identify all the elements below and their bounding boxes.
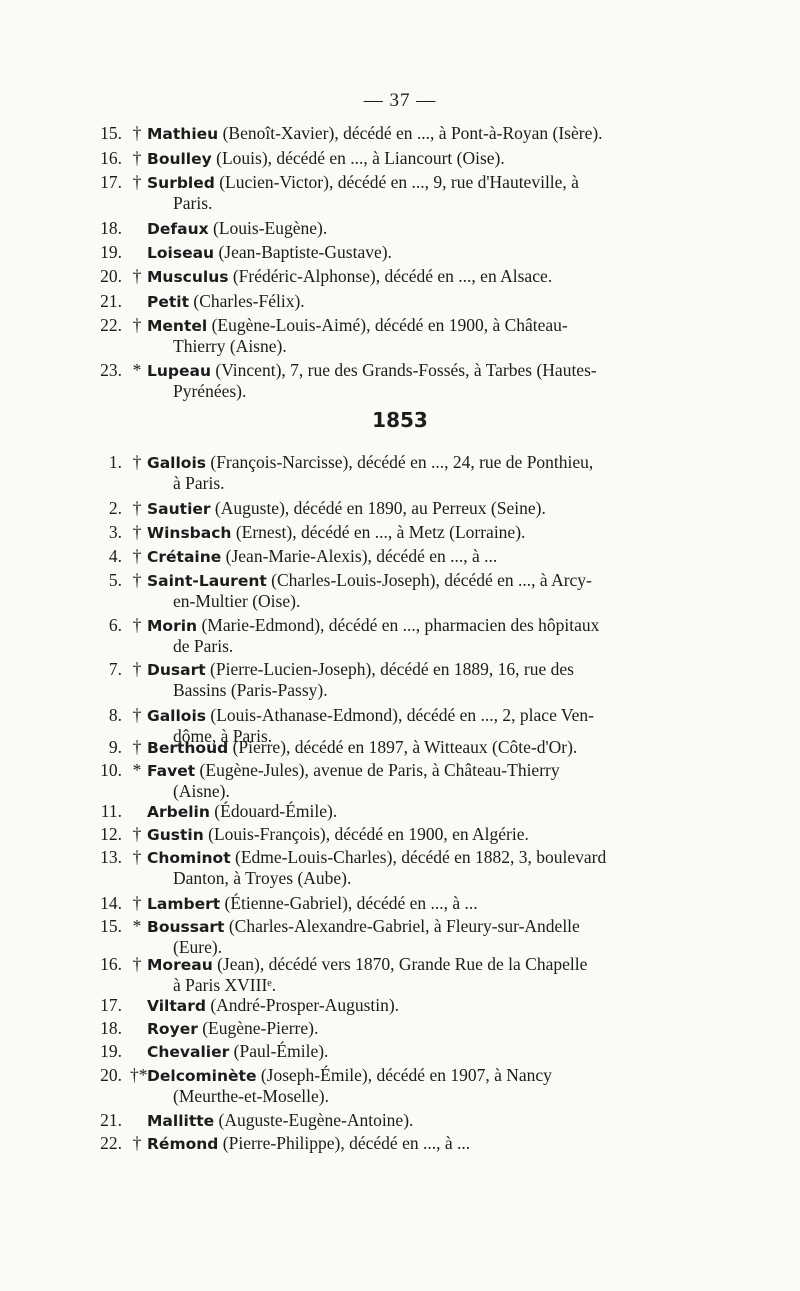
- entry-details: (André-Prosper-Augustin).: [205, 995, 400, 1015]
- entry-mark: †: [132, 705, 142, 725]
- entry-number: 4.: [108, 546, 122, 566]
- list-item: [100, 218, 670, 239]
- entry-details: (Charles-Louis-Joseph), décédé en ..., à Arcy-: [266, 570, 592, 590]
- entry-number: 12.: [100, 824, 122, 844]
- entry-text: [147, 148, 670, 169]
- entry-text: [147, 737, 670, 758]
- list-item: [100, 291, 670, 312]
- entry-details: (Auguste-Eugène-Antoine).: [214, 1110, 414, 1130]
- entry-name: Morin: [147, 617, 198, 635]
- list-item: [100, 570, 670, 611]
- list-item: [100, 522, 670, 543]
- entry-name: Delcominète: [147, 1067, 257, 1085]
- entry-mark: †: [132, 148, 142, 168]
- entry-details: (François-Narcisse), décédé en ..., 24, rue de Ponthieu,: [206, 452, 594, 472]
- entry-continuation: de Paris.: [173, 636, 234, 656]
- entry-mark: †: [132, 452, 142, 472]
- list-item: [100, 1041, 670, 1062]
- entry-name: Boussart: [147, 918, 225, 936]
- entry-details: (Ernest), décédé en ..., à Metz (Lorraine).: [231, 522, 526, 542]
- list-item: [100, 737, 670, 758]
- entry-mark: *: [132, 916, 142, 936]
- list-item: [100, 615, 670, 656]
- entry-text: [147, 1110, 670, 1131]
- entry-mark: †: [132, 172, 142, 192]
- entry-name: Gustin: [147, 826, 204, 844]
- entry-mark: †: [132, 315, 142, 335]
- entry-number: 16.: [100, 954, 122, 974]
- entry-name: Sautier: [147, 500, 211, 518]
- entry-text: [147, 1018, 670, 1039]
- entry-mark: †: [132, 570, 142, 590]
- list-item: [100, 760, 670, 801]
- entry-text: [147, 615, 670, 656]
- list-item: [100, 893, 670, 914]
- entry-mark: †: [132, 847, 142, 867]
- entry-mark: *: [132, 760, 142, 780]
- entry-details: (Eugène-Louis-Aimé), décédé en 1900, à Château-: [207, 315, 568, 335]
- entry-mark: †: [132, 615, 142, 635]
- entry-continuation: Danton, à Troyes (Aube).: [173, 868, 352, 888]
- entry-mark: †: [132, 123, 142, 143]
- list-item: [100, 315, 670, 356]
- entry-name: Favet: [147, 762, 196, 780]
- entry-number: 11.: [100, 801, 122, 821]
- entry-name: Surbled: [147, 174, 215, 192]
- entry-name: Rémond: [147, 1135, 219, 1153]
- entry-mark: †: [132, 893, 142, 913]
- entry-details: (Louis-Eugène).: [208, 218, 328, 238]
- entry-details: (Pierre), décédé en 1897, à Witteaux (Côte-d'Or).: [228, 737, 578, 757]
- entry-mark: †*: [130, 1065, 148, 1085]
- entry-mark: *: [132, 360, 142, 380]
- entry-text: [147, 824, 670, 845]
- entry-continuation: (Meurthe-et-Moselle).: [173, 1086, 329, 1106]
- entry-name: Moreau: [147, 956, 213, 974]
- entry-number: 16.: [100, 148, 122, 168]
- entry-text: [147, 847, 670, 888]
- entry-name: Chevalier: [147, 1043, 230, 1061]
- entry-details: (Charles-Félix).: [189, 291, 305, 311]
- entry-number: 6.: [108, 615, 122, 635]
- entry-details: (Pierre-Lucien-Joseph), décédé en 1889, 16, rue des: [205, 659, 574, 679]
- entry-number: 19.: [100, 242, 122, 262]
- entry-details: (Jean-Baptiste-Gustave).: [214, 242, 392, 262]
- entry-continuation: Bassins (Paris-Passy).: [173, 680, 328, 700]
- entry-mark: †: [132, 498, 142, 518]
- entry-number: 21.: [100, 291, 122, 311]
- entry-details: (Edme-Louis-Charles), décédé en 1882, 3, boulevard: [230, 847, 607, 867]
- entry-name: Arbelin: [147, 803, 210, 821]
- entry-number: 3.: [108, 522, 122, 542]
- entry-number: 1.: [108, 452, 122, 472]
- entry-mark: †: [132, 737, 142, 757]
- entry-name: Dusart: [147, 661, 206, 679]
- entry-name: Musculus: [147, 268, 229, 286]
- entry-name: Chominot: [147, 849, 231, 867]
- entry-name: Berthoud: [147, 739, 229, 757]
- entry-mark: †: [132, 1133, 142, 1153]
- entry-details: (Eugène-Jules), avenue de Paris, à Château-Thierry: [195, 760, 560, 780]
- entry-text: [147, 893, 670, 914]
- entry-number: 20.: [100, 266, 122, 286]
- entry-name: Boulley: [147, 150, 212, 168]
- list-item: [100, 498, 670, 519]
- entry-text: [147, 522, 670, 543]
- entry-number: 15.: [100, 123, 122, 143]
- entry-name: Mentel: [147, 317, 208, 335]
- entry-continuation: en-Multier (Oise).: [173, 591, 301, 611]
- entry-mark: †: [132, 546, 142, 566]
- entry-details: (Frédéric-Alphonse), décédé en ..., en Alsace.: [228, 266, 553, 286]
- entry-details: (Louis-François), décédé en 1900, en Algérie.: [203, 824, 529, 844]
- entry-name: Gallois: [147, 707, 206, 725]
- entry-text: [147, 218, 670, 239]
- entry-name: Gallois: [147, 454, 206, 472]
- list-item: [100, 546, 670, 567]
- entry-text: [147, 760, 670, 801]
- entry-text: [147, 1133, 670, 1154]
- entry-details: (Jean), décédé vers 1870, Grande Rue de la Chapelle: [212, 954, 588, 974]
- entry-continuation: à Paris.: [173, 473, 225, 493]
- entry-continuation: (Aisne).: [173, 781, 230, 801]
- entry-continuation: (Eure).: [173, 937, 223, 957]
- entry-number: 18.: [100, 218, 122, 238]
- entry-text: [147, 498, 670, 519]
- entry-text: [147, 266, 670, 287]
- entry-text: [147, 291, 670, 312]
- entry-name: Saint-Laurent: [147, 572, 267, 590]
- list-item: [100, 1110, 670, 1131]
- entry-text: [147, 801, 670, 822]
- entry-name: Defaux: [147, 220, 209, 238]
- entry-details: (Pierre-Philippe), décédé en ..., à ...: [218, 1133, 471, 1153]
- entry-name: Viltard: [147, 997, 206, 1015]
- entry-details: (Paul-Émile).: [229, 1041, 329, 1061]
- list-item: [100, 824, 670, 845]
- entry-number: 8.: [108, 705, 122, 725]
- list-item: [100, 995, 670, 1016]
- entry-number: 22.: [100, 1133, 122, 1153]
- entry-text: [147, 659, 670, 700]
- list-item: [100, 847, 670, 888]
- entry-name: Petit: [147, 293, 190, 311]
- entry-number: 17.: [100, 995, 122, 1015]
- entry-continuation: Paris.: [173, 193, 213, 213]
- entry-continuation: à Paris XVIIIᵉ.: [173, 975, 277, 995]
- entry-number: 14.: [100, 893, 122, 913]
- entry-details: (Étienne-Gabriel), décédé en ..., à ...: [220, 893, 478, 913]
- entry-name: Lambert: [147, 895, 221, 913]
- entry-number: 9.: [108, 737, 122, 757]
- entry-text: [147, 1041, 670, 1062]
- list-item: [100, 148, 670, 169]
- entry-continuation: Pyrénées).: [173, 381, 247, 401]
- entry-mark: †: [132, 266, 142, 286]
- entry-number: 2.: [108, 498, 122, 518]
- entry-text: [147, 452, 670, 493]
- entry-number: 17.: [100, 172, 122, 192]
- entry-number: 23.: [100, 360, 122, 380]
- page-number: — 37 —: [363, 90, 437, 111]
- list-item: [100, 1018, 670, 1039]
- entry-text: [147, 995, 670, 1016]
- entry-details: (Édouard-Émile).: [209, 801, 338, 821]
- entry-mark: †: [132, 522, 142, 542]
- list-item: [100, 360, 670, 401]
- list-item: [100, 123, 670, 144]
- list-item: [100, 801, 670, 822]
- entry-details: (Lucien-Victor), décédé en ..., 9, rue d'Hauteville, à: [214, 172, 579, 192]
- entry-text: [147, 242, 670, 263]
- entry-number: 18.: [100, 1018, 122, 1038]
- entry-name: Loiseau: [147, 244, 215, 262]
- entry-text: [147, 1065, 670, 1106]
- entry-name: Mallitte: [147, 1112, 215, 1130]
- entry-details: (Joseph-Émile), décédé en 1907, à Nancy: [256, 1065, 552, 1085]
- list-item: [100, 1133, 670, 1154]
- entry-number: 5.: [108, 570, 122, 590]
- entry-name: Winsbach: [147, 524, 232, 542]
- entry-mark: †: [132, 659, 142, 679]
- list-item: [100, 954, 670, 995]
- entry-name: Lupeau: [147, 362, 212, 380]
- entry-details: (Jean-Marie-Alexis), décédé en ..., à ...: [221, 546, 498, 566]
- list-item: [100, 172, 670, 213]
- entry-details: (Auguste), décédé en 1890, au Perreux (Seine).: [210, 498, 546, 518]
- section-year-heading: 1853: [372, 408, 428, 432]
- list-item: [100, 916, 670, 957]
- entry-text: [147, 954, 670, 995]
- entry-number: 15.: [100, 916, 122, 936]
- list-item: [100, 242, 670, 263]
- entry-mark: †: [132, 954, 142, 974]
- entry-mark: †: [132, 824, 142, 844]
- list-item: [100, 1065, 670, 1106]
- entry-text: [147, 916, 670, 957]
- entry-name: Royer: [147, 1020, 198, 1038]
- entry-number: 7.: [108, 659, 122, 679]
- entry-number: 10.: [100, 760, 122, 780]
- entry-continuation: Thierry (Aisne).: [173, 336, 287, 356]
- entry-name: Crétaine: [147, 548, 222, 566]
- list-item: [100, 659, 670, 700]
- entry-number: 13.: [100, 847, 122, 867]
- entry-text: [147, 570, 670, 611]
- list-item: [100, 452, 670, 493]
- entry-number: 20.: [100, 1065, 122, 1085]
- entry-text: [147, 315, 670, 356]
- entry-details: (Louis-Athanase-Edmond), décédé en ..., 2, place Ven-: [206, 705, 594, 725]
- entry-text: [147, 172, 670, 213]
- entry-text: [147, 546, 670, 567]
- entry-text: [147, 360, 670, 401]
- entry-text: [147, 123, 670, 144]
- entry-details: (Marie-Edmond), décédé en ..., pharmacien des hôpitaux: [197, 615, 600, 635]
- entry-name: Mathieu: [147, 125, 219, 143]
- list-item: [100, 266, 670, 287]
- entry-details: (Benoît-Xavier), décédé en ..., à Pont-à-Royan (Isère).: [218, 123, 603, 143]
- entry-continuation: dôme, à Paris.: [173, 726, 273, 746]
- entry-number: 21.: [100, 1110, 122, 1130]
- entry-details: (Vincent), 7, rue des Grands-Fossés, à Tarbes (Hautes-: [211, 360, 597, 380]
- entry-number: 22.: [100, 315, 122, 335]
- entry-details: (Louis), décédé en ..., à Liancourt (Oise).: [211, 148, 505, 168]
- entry-details: (Charles-Alexandre-Gabriel, à Fleury-sur-Andelle: [224, 916, 580, 936]
- entry-number: 19.: [100, 1041, 122, 1061]
- entry-details: (Eugène-Pierre).: [197, 1018, 319, 1038]
